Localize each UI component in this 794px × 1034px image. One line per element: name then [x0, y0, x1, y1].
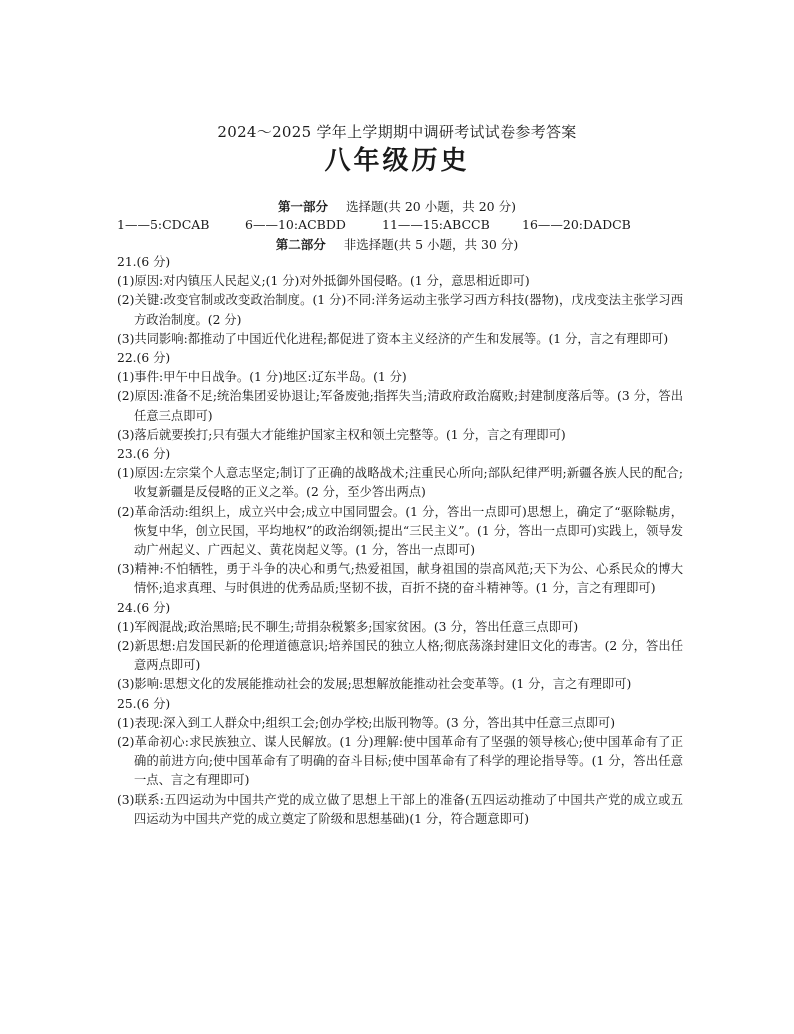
answer-item: (1)事件:甲午中日战争。(1 分)地区:辽东半岛。(1 分): [117, 370, 407, 385]
question-header: 21.(6 分): [117, 255, 171, 269]
choice-answer-group: 6——10:ACBDD: [245, 217, 346, 232]
answer-item: (1)原因:对内镇压人民起义;(1 分)对外抵御外国侵略。(1 分，意思相近即可): [117, 274, 530, 289]
subject-title: 八年级历史: [324, 146, 470, 176]
part2-heading: [0, 235, 794, 253]
answer-item: (3)共同影响:都推动了中国近代化进程;都促进了资本主义经济的产生和发展等。(1 分，言之有理即可): [117, 331, 669, 346]
part1-title: 第一部分: [278, 199, 329, 214]
answer-item: (2)革命活动:组织上，成立兴中会;成立中国同盟会。(1 分，答出一点即可)思想上，确定了“驱除鞑虏，恢复中华，创立民国，平均地权”的政治纲领;提出“三民主义”。(1 分，答出一点即可)实践上，领导发动广州起义、广西起义、黄花岗起义等。(1 分，答出一点即可): [117, 504, 683, 557]
answer-item: (1)表现:深入到工人群众中;组织工会;创办学校;出版刊物等。(3 分，答出其中任意三点即可): [117, 715, 616, 730]
question-header: 24.(6 分): [117, 600, 171, 615]
question-header: 25.(6 分): [117, 696, 171, 711]
choice-answers: [117, 217, 677, 232]
question-header: 22.(6 分): [117, 351, 171, 365]
choice-answer-group: 11——15:ABCCB: [382, 217, 490, 232]
answer-item: (2)革命初心:求民族独立、谋人民解放。(1 分)理解:使中国革命有了坚强的领导核心;使中国革命有了正确的前进方向;使中国革命有了明确的奋斗目标;使中国革命有了科学的理论指导等。(1 分，答出任意一点、言之有理即可): [117, 735, 683, 788]
part2-title: 第二部分: [275, 237, 326, 252]
answer-item: (3)影响:思想文化的发展能推动社会的发展;思想解放能推动社会变革等。(1 分，言之有理即可): [117, 677, 632, 692]
answer-item: (3)联系:五四运动为中国共产党的成立做了思想上干部上的准备(五四运动推动了中国共产党的成立或五四运动为中国共产党的成立奠定了阶级和思想基础)(1 分，符合题意即可): [117, 792, 683, 826]
answer-item: (2)新思想:启发国民新的伦理道德意识;培养国民的独立人格;彻底荡涤封建旧文化的毒害。(2 分，答出任意两点即可): [117, 639, 683, 673]
document-title: 2024～2025 学年上学期期中调研考试试卷参考答案: [217, 123, 577, 141]
answer-item: (3)精神:不怕牺牲，勇于斗争的决心和勇气;热爱祖国，献身祖国的崇高风范;天下为公、心系民众的博大情怀;追求真理、与时俱进的优秀品质;坚韧不拔，百折不挠的奋斗精神等。(1 分，言之有理即可): [117, 562, 683, 596]
choice-answer-group: 16——20:DADCB: [522, 217, 631, 232]
answer-item: (1)原因:左宗棠个人意志坚定;制订了正确的战略战术;注重民心所向;部队纪律严明;新疆各族人民的配合;收复新疆是反侵略的正义之举。(2 分，至少答出两点): [117, 466, 683, 500]
answer-item: (3)落后就要挨打;只有强大才能维护国家主权和领土完整等。(1 分，言之有理即可): [117, 427, 566, 442]
question-header: 23.(6 分): [117, 447, 171, 461]
answers-body: [117, 253, 683, 829]
part1-desc: 选择题(共 20 小题，共 20 分): [346, 199, 516, 214]
answer-item: (2)关键:改变官制或改变政治制度。(1 分)不同:洋务运动主张学习西方科技(器物)，戊戌变法主张学习西方政治制度。(2 分): [117, 293, 683, 327]
choice-answer-group: 1——5:CDCAB: [117, 217, 210, 232]
answer-item: (1)军阀混战;政治黑暗;民不聊生;苛捐杂税繁多;国家贫困。(3 分，答出任意三点即可): [117, 619, 579, 634]
part2-desc: 非选择题(共 5 小题，共 30 分): [343, 237, 519, 252]
answer-item: (2)原因:准备不足;统治集团妥协退让;军备废弛;指挥失当;清政府政治腐败;封建制度落后等。(3 分，答出任意三点即可): [117, 389, 683, 423]
part1-heading: [0, 197, 794, 215]
